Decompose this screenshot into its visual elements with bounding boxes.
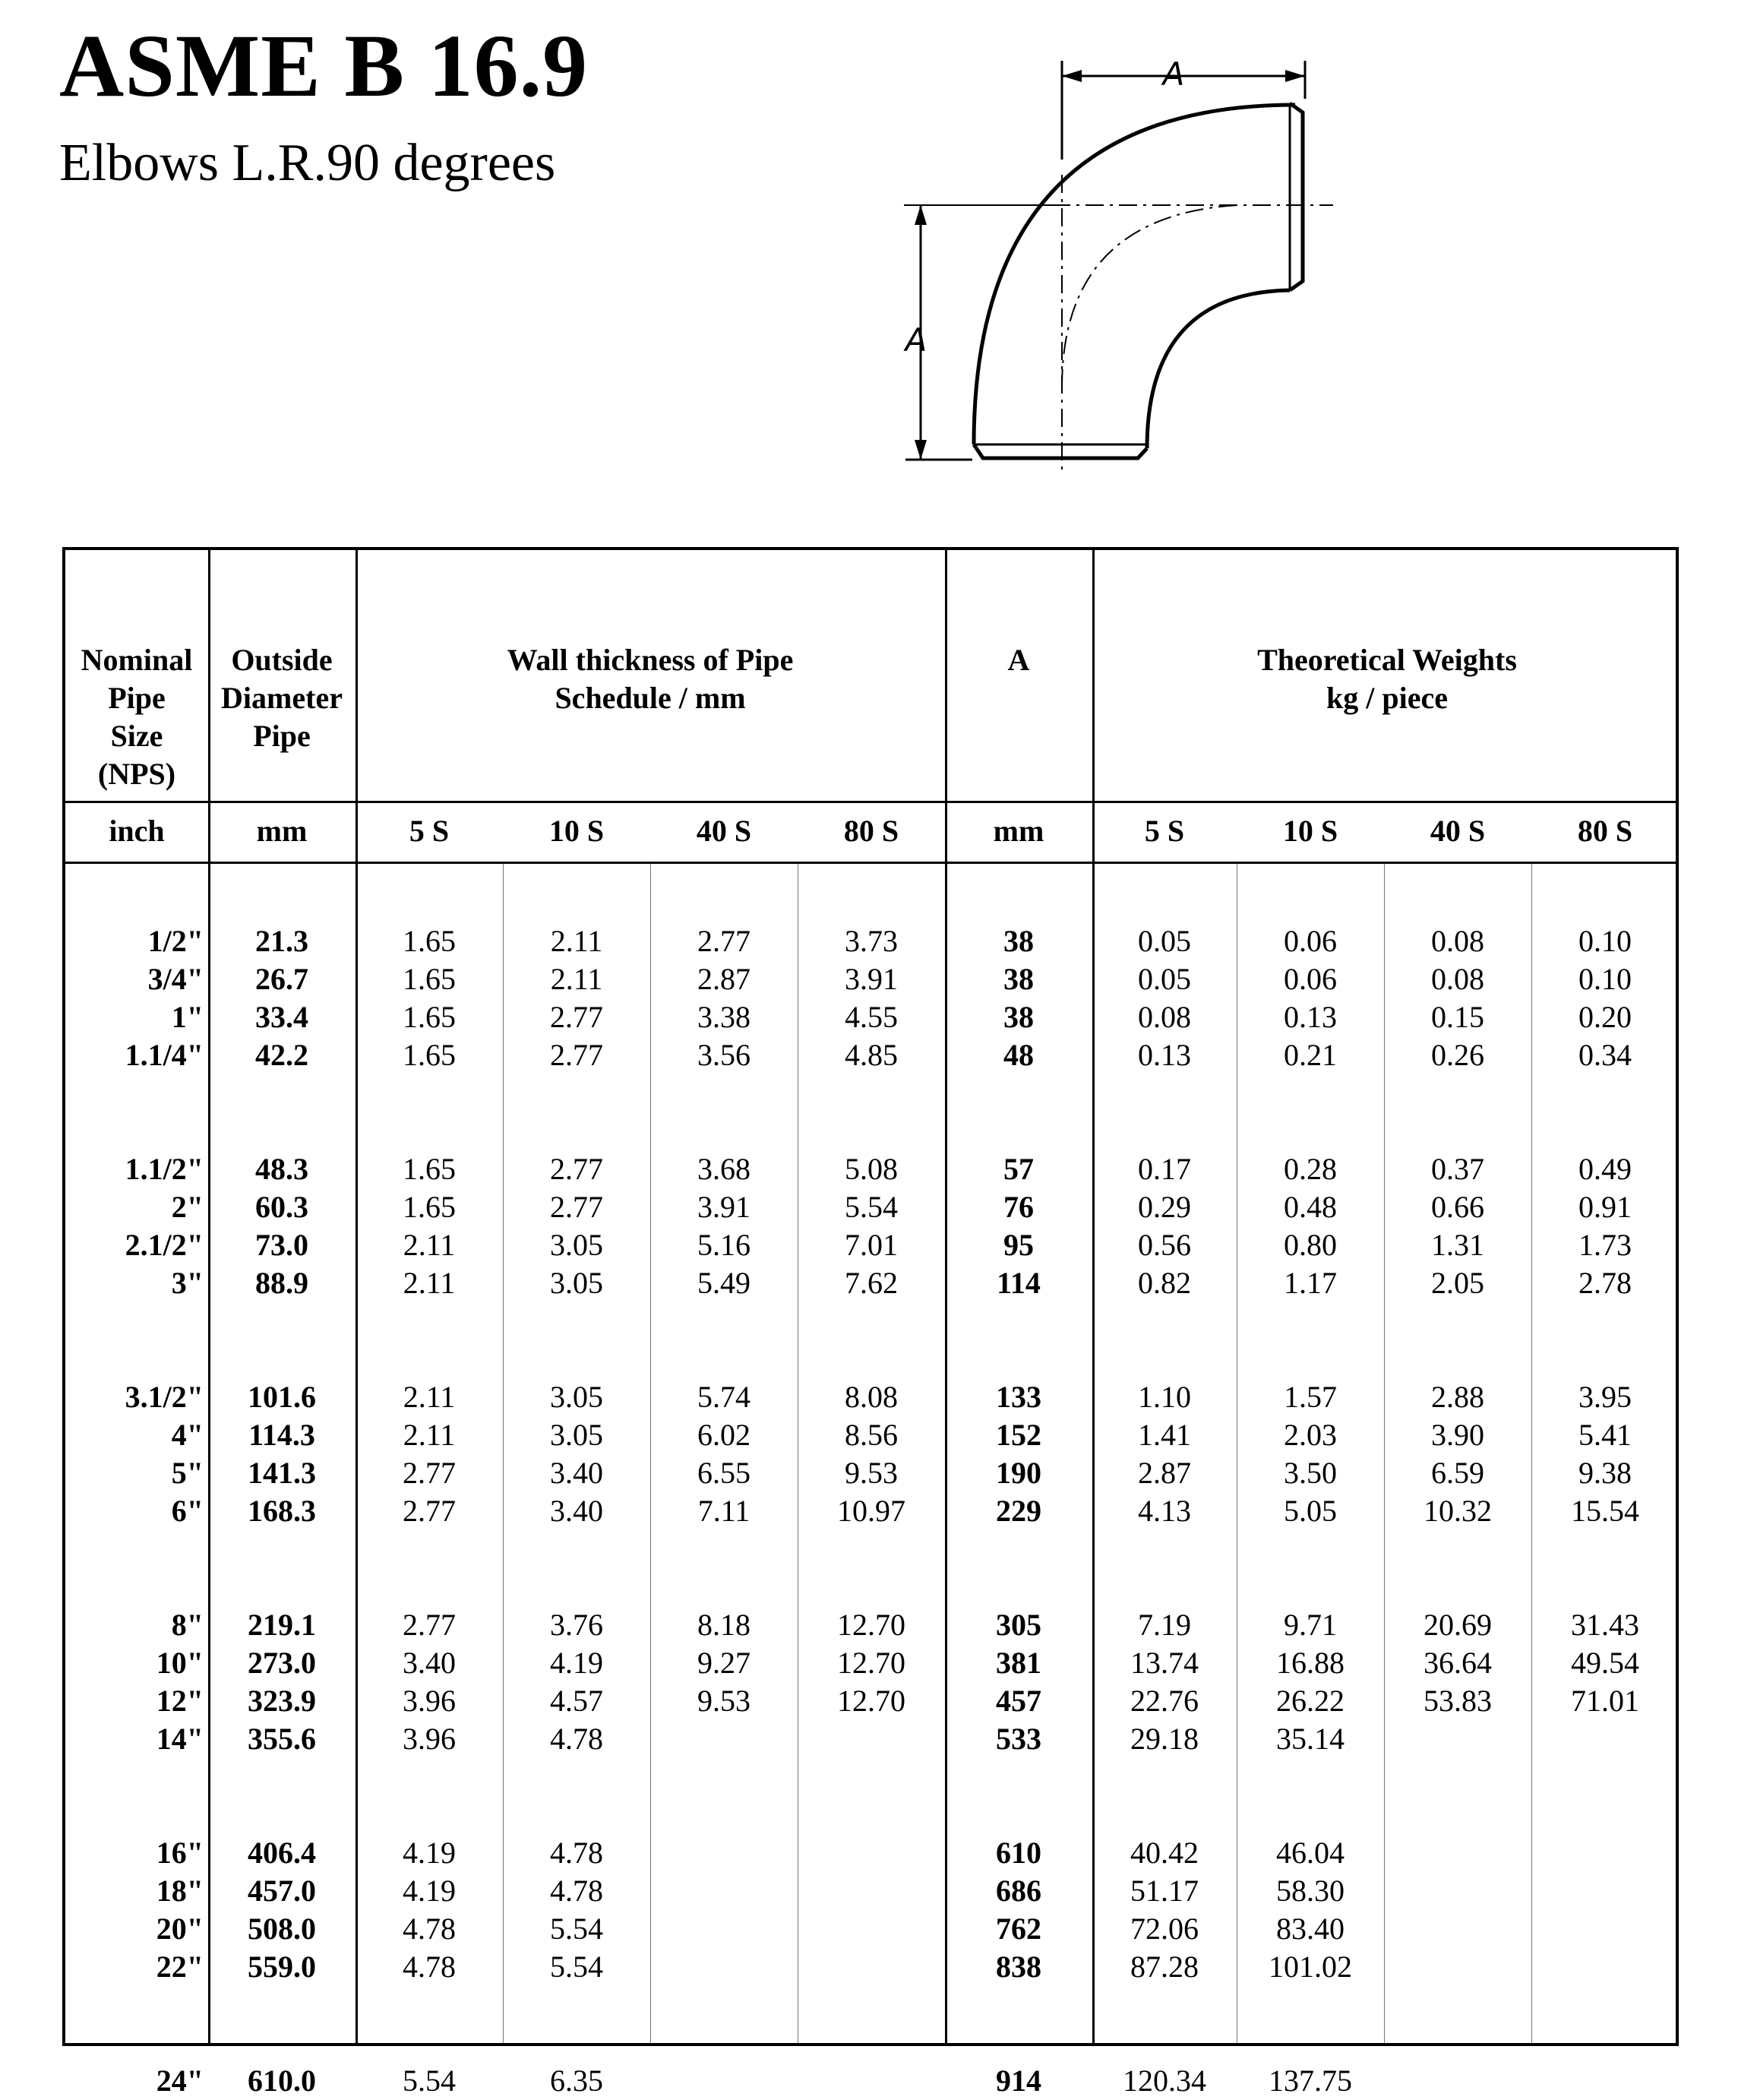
cell-wall-5s: 4.78 <box>403 1912 456 1946</box>
cell-outside-diameter: 101.6 <box>248 1380 316 1414</box>
cell-nps: 6" <box>171 1494 204 1528</box>
cell-weight-40s: 0.26 <box>1431 1038 1484 1072</box>
cell-weight-40s: 1.31 <box>1431 1228 1484 1262</box>
cell-outside-diameter: 73.0 <box>255 1228 308 1262</box>
cell-weight-5s: 22.76 <box>1130 1684 1199 1718</box>
cell-weight-10s: 3.50 <box>1284 1456 1337 1490</box>
dimensions-table <box>62 547 1679 2098</box>
cell-wall-10s: 4.19 <box>550 1646 603 1680</box>
cell-weight-10s: 83.40 <box>1276 1912 1345 1946</box>
cell-wall-80s: 3.91 <box>845 962 898 996</box>
cell-wall-40s: 6.55 <box>697 1456 750 1490</box>
cell-outside-diameter: 219.1 <box>248 1608 316 1642</box>
cell-nps: 1.1/2" <box>125 1152 204 1186</box>
cell-wall-80s: 3.73 <box>845 924 898 958</box>
cell-nps: 2" <box>171 1190 204 1224</box>
elbow-end-right <box>1290 103 1303 290</box>
cell-weight-40s: 0.37 <box>1431 1152 1484 1186</box>
cell-weight-10s: 1.17 <box>1284 1266 1337 1300</box>
cell-weight-5s: 0.05 <box>1138 924 1191 958</box>
cell-a-mm: 686 <box>996 1874 1041 1908</box>
cell-wall-5s: 4.19 <box>403 1836 456 1870</box>
cell-weight-40s: 0.15 <box>1431 1000 1484 1034</box>
cell-weight-10s: 46.04 <box>1276 1836 1345 1870</box>
cell-weight-5s: 1.41 <box>1138 1418 1191 1452</box>
cell-weight-5s: 120.34 <box>1123 2064 1206 2098</box>
cell-wall-5s: 2.77 <box>403 1456 456 1490</box>
cell-nps: 3" <box>171 1266 204 1300</box>
cell-wall-80s: 12.70 <box>837 1646 905 1680</box>
cell-weight-80s <box>1531 1834 1679 1872</box>
dim-arrow-left <box>1062 70 1082 82</box>
cell-weight-80s <box>1531 1720 1679 1758</box>
cell-weight-10s: 137.75 <box>1269 2064 1352 2098</box>
cell-weight-5s: 13.74 <box>1130 1646 1199 1680</box>
cell-weight-40s: 6.59 <box>1431 1456 1484 1490</box>
cell-wall-10s: 2.77 <box>550 1000 603 1034</box>
cell-weight-80s <box>1531 1910 1679 1948</box>
cell-wall-80s <box>798 1910 945 1948</box>
dimension-label-vertical: A <box>905 321 927 359</box>
cell-weight-10s: 0.48 <box>1284 1190 1337 1224</box>
cell-weight-80s: 31.43 <box>1571 1608 1639 1642</box>
cell-wall-40s: 9.53 <box>697 1684 750 1718</box>
cell-weight-10s: 2.03 <box>1284 1418 1337 1452</box>
cell-wall-5s: 4.78 <box>403 1950 456 1984</box>
cell-wall-10s: 4.57 <box>550 1684 603 1718</box>
cell-weight-5s: 0.82 <box>1138 1266 1191 1300</box>
cell-wall-80s: 7.01 <box>845 1228 898 1262</box>
cell-weight-40s: 10.32 <box>1424 1494 1492 1528</box>
cell-weight-80s <box>1531 1872 1679 1910</box>
cell-wall-5s: 2.77 <box>403 1608 456 1642</box>
unit-wall-80s: 80 S <box>843 814 899 848</box>
table-row <box>65 1834 1676 1872</box>
cell-a-mm: 76 <box>1003 1190 1034 1224</box>
cell-wall-80s <box>798 1948 945 1986</box>
cell-wall-80s: 8.08 <box>845 1380 898 1414</box>
cell-weight-10s: 58.30 <box>1276 1874 1345 1908</box>
table-row <box>65 1454 1676 1492</box>
elbow-outer-arc <box>974 105 1295 444</box>
cell-weight-5s: 0.13 <box>1138 1038 1191 1072</box>
cell-weight-5s: 72.06 <box>1130 1912 1199 1946</box>
cell-outside-diameter: 42.2 <box>255 1038 308 1072</box>
cell-wall-5s: 5.54 <box>403 2064 456 2098</box>
header-a: A <box>1007 643 1030 677</box>
table-row <box>65 1188 1676 1226</box>
cell-weight-5s: 29.18 <box>1130 1722 1199 1756</box>
cell-wall-10s: 3.05 <box>550 1266 603 1300</box>
cell-weight-80s: 0.10 <box>1578 924 1632 958</box>
cell-wall-10s: 2.11 <box>550 962 603 996</box>
cell-a-mm: 914 <box>996 2064 1041 2098</box>
table-row <box>65 1416 1676 1454</box>
cell-a-mm: 48 <box>1003 1038 1034 1072</box>
dim-arrow-top <box>915 205 927 225</box>
cell-weight-10s: 1.57 <box>1284 1380 1337 1414</box>
elbow-diagram <box>896 53 1352 486</box>
cell-wall-40s: 5.16 <box>697 1228 750 1262</box>
cell-nps: 1" <box>171 1000 204 1034</box>
cell-weight-5s: 2.87 <box>1138 1456 1191 1490</box>
cell-wall-40s <box>650 2062 798 2100</box>
unit-weight-80s: 80 S <box>1577 814 1633 848</box>
cell-wall-10s: 2.77 <box>550 1152 603 1186</box>
cell-wall-5s: 3.96 <box>403 1722 456 1756</box>
cell-weight-10s: 0.06 <box>1284 924 1337 958</box>
cell-weight-5s: 0.17 <box>1138 1152 1191 1186</box>
cell-weight-10s: 0.21 <box>1284 1038 1337 1072</box>
cell-wall-80s: 4.85 <box>845 1038 898 1072</box>
cell-weight-80s: 0.20 <box>1578 1000 1632 1034</box>
header-wall-thickness: Wall thickness of Pipe Schedule / mm <box>507 643 794 715</box>
cell-outside-diameter: 168.3 <box>248 1494 316 1528</box>
cell-wall-80s: 7.62 <box>845 1266 898 1300</box>
cell-wall-40s: 3.91 <box>697 1190 750 1224</box>
cell-a-mm: 114 <box>997 1266 1041 1300</box>
unit-weight-10s: 10 S <box>1282 814 1338 848</box>
table-row <box>65 2062 1676 2100</box>
cell-wall-10s: 3.40 <box>550 1494 603 1528</box>
cell-wall-10s: 5.54 <box>550 1912 603 1946</box>
cell-nps: 3.1/2" <box>125 1380 204 1414</box>
cell-a-mm: 95 <box>1003 1228 1034 1262</box>
cell-weight-80s: 49.54 <box>1571 1646 1639 1680</box>
cell-a-mm: 610 <box>996 1836 1041 1870</box>
table-row <box>65 1036 1676 1074</box>
table-row <box>65 960 1676 998</box>
table-row <box>65 1948 1676 1986</box>
page-title: ASME B 16.9 <box>59 16 589 115</box>
cell-wall-5s: 2.11 <box>403 1380 456 1414</box>
table-row <box>65 1264 1676 1302</box>
cell-nps: 12" <box>156 1684 204 1718</box>
cell-weight-80s <box>1531 1948 1679 1986</box>
page-subtitle: Elbows L.R.90 degrees <box>59 134 556 192</box>
cell-wall-5s: 1.65 <box>403 1190 456 1224</box>
cell-weight-5s: 40.42 <box>1130 1836 1199 1870</box>
cell-nps: 3/4" <box>147 962 204 996</box>
cell-weight-10s: 35.14 <box>1276 1722 1345 1756</box>
cell-weight-5s: 0.29 <box>1138 1190 1191 1224</box>
cell-wall-10s: 3.05 <box>550 1228 603 1262</box>
cell-weight-10s: 16.88 <box>1276 1646 1345 1680</box>
cell-weight-40s: 36.64 <box>1424 1646 1492 1680</box>
cell-nps: 4" <box>171 1418 204 1452</box>
cell-weight-80s <box>1531 2062 1679 2100</box>
cell-wall-5s: 1.65 <box>403 924 456 958</box>
cell-wall-10s: 6.35 <box>550 2064 603 2098</box>
cell-wall-5s: 2.11 <box>403 1266 456 1300</box>
cell-wall-80s: 12.70 <box>837 1684 905 1718</box>
cell-wall-40s <box>650 1834 798 1872</box>
cell-a-mm: 305 <box>996 1608 1041 1642</box>
table-row <box>65 1606 1676 1644</box>
unit-wall-5s: 5 S <box>409 814 450 848</box>
cell-outside-diameter: 60.3 <box>255 1190 308 1224</box>
cell-wall-40s: 5.49 <box>697 1266 750 1300</box>
table-row <box>65 1492 1676 1530</box>
cell-weight-40s: 53.83 <box>1424 1684 1492 1718</box>
cell-weight-80s: 3.95 <box>1578 1380 1632 1414</box>
cell-wall-10s: 4.78 <box>550 1874 603 1908</box>
cell-wall-10s: 4.78 <box>550 1722 603 1756</box>
cell-weight-40s: 2.05 <box>1431 1266 1484 1300</box>
cell-weight-5s: 1.10 <box>1138 1380 1191 1414</box>
table-row <box>65 1226 1676 1264</box>
cell-outside-diameter: 114.3 <box>248 1418 315 1452</box>
cell-wall-5s: 4.19 <box>403 1874 456 1908</box>
cell-weight-10s: 9.71 <box>1284 1608 1337 1642</box>
cell-a-mm: 152 <box>996 1418 1041 1452</box>
cell-wall-40s: 7.11 <box>697 1494 750 1528</box>
cell-wall-40s: 5.74 <box>697 1380 750 1414</box>
header-theoretical-weights: Theoretical Weights kg / piece <box>1257 643 1517 715</box>
cell-weight-5s: 0.56 <box>1138 1228 1191 1262</box>
cell-nps: 5" <box>171 1456 204 1490</box>
cell-wall-10s: 2.77 <box>550 1038 603 1072</box>
cell-wall-10s: 5.54 <box>550 1950 603 1984</box>
cell-weight-40s <box>1384 1872 1531 1910</box>
cell-nps: 10" <box>156 1646 204 1680</box>
cell-weight-10s: 101.02 <box>1269 1950 1352 1984</box>
cell-outside-diameter: 559.0 <box>248 1950 316 1984</box>
cell-a-mm: 381 <box>996 1646 1041 1680</box>
cell-wall-10s: 3.05 <box>550 1380 603 1414</box>
cell-a-mm: 38 <box>1003 924 1034 958</box>
cell-weight-40s <box>1384 1948 1531 1986</box>
cell-wall-40s <box>650 1720 798 1758</box>
cell-wall-80s <box>798 1834 945 1872</box>
cell-outside-diameter: 21.3 <box>255 924 308 958</box>
cell-wall-80s: 12.70 <box>837 1608 905 1642</box>
cell-weight-40s: 2.88 <box>1431 1380 1484 1414</box>
cell-wall-40s: 9.27 <box>697 1646 750 1680</box>
table-row <box>65 998 1676 1036</box>
cell-nps: 20" <box>156 1912 204 1946</box>
cell-weight-40s <box>1384 2062 1531 2100</box>
cell-weight-80s: 5.41 <box>1578 1418 1632 1452</box>
cell-wall-10s: 3.40 <box>550 1456 603 1490</box>
cell-weight-10s: 26.22 <box>1276 1684 1345 1718</box>
cell-outside-diameter: 508.0 <box>248 1912 316 1946</box>
cell-weight-5s: 87.28 <box>1130 1950 1199 1984</box>
cell-wall-80s: 9.53 <box>845 1456 898 1490</box>
cell-wall-10s: 3.76 <box>550 1608 603 1642</box>
centerline-arc <box>1062 205 1237 387</box>
cell-a-mm: 229 <box>996 1494 1041 1528</box>
table-row <box>65 1378 1676 1416</box>
unit-inch: inch <box>109 814 165 848</box>
cell-nps: 18" <box>156 1874 204 1908</box>
cell-a-mm: 838 <box>996 1950 1041 1984</box>
cell-wall-5s: 3.40 <box>403 1646 456 1680</box>
cell-wall-80s <box>798 2062 945 2100</box>
cell-wall-80s <box>798 1720 945 1758</box>
cell-outside-diameter: 26.7 <box>255 962 308 996</box>
cell-outside-diameter: 273.0 <box>248 1646 316 1680</box>
cell-weight-40s: 0.08 <box>1431 962 1484 996</box>
cell-wall-80s: 5.54 <box>845 1190 898 1224</box>
cell-wall-40s <box>650 1948 798 1986</box>
cell-wall-40s <box>650 1910 798 1948</box>
cell-nps: 22" <box>156 1950 204 1984</box>
dim-arrow-right <box>1285 70 1305 82</box>
cell-wall-5s: 1.65 <box>403 962 456 996</box>
cell-weight-5s: 0.08 <box>1138 1000 1191 1034</box>
cell-wall-40s: 3.56 <box>697 1038 750 1072</box>
cell-outside-diameter: 323.9 <box>248 1684 316 1718</box>
dimension-label-horizontal: A <box>1162 55 1185 93</box>
cell-wall-40s: 2.77 <box>697 924 750 958</box>
cell-weight-40s <box>1384 1720 1531 1758</box>
table-row <box>65 1720 1676 1758</box>
cell-a-mm: 533 <box>996 1722 1041 1756</box>
cell-weight-40s: 3.90 <box>1431 1418 1484 1452</box>
cell-a-mm: 457 <box>996 1684 1041 1718</box>
cell-wall-10s: 4.78 <box>550 1836 603 1870</box>
cell-nps: 14" <box>156 1722 204 1756</box>
cell-wall-40s <box>650 1872 798 1910</box>
cell-weight-40s: 0.66 <box>1431 1190 1484 1224</box>
cell-wall-40s: 3.38 <box>697 1000 750 1034</box>
cell-weight-80s: 0.49 <box>1578 1152 1632 1186</box>
cell-wall-10s: 2.77 <box>550 1190 603 1224</box>
cell-weight-80s: 71.01 <box>1571 1684 1639 1718</box>
unit-wall-40s: 40 S <box>696 814 752 848</box>
cell-weight-80s: 0.91 <box>1578 1190 1632 1224</box>
table-row <box>65 1682 1676 1720</box>
cell-a-mm: 133 <box>996 1380 1041 1414</box>
cell-wall-5s: 2.11 <box>403 1418 456 1452</box>
cell-weight-80s: 9.38 <box>1578 1456 1632 1490</box>
cell-weight-5s: 7.19 <box>1138 1608 1191 1642</box>
cell-nps: 16" <box>156 1836 204 1870</box>
cell-weight-40s: 0.08 <box>1431 924 1484 958</box>
dim-arrow-bottom <box>915 440 927 460</box>
unit-divider <box>65 862 1676 864</box>
cell-wall-5s: 2.11 <box>403 1228 456 1262</box>
cell-outside-diameter: 457.0 <box>248 1874 316 1908</box>
cell-outside-diameter: 33.4 <box>255 1000 308 1034</box>
cell-outside-diameter: 610.0 <box>248 2064 316 2098</box>
unit-weight-40s: 40 S <box>1430 814 1486 848</box>
cell-wall-5s: 1.65 <box>403 1152 456 1186</box>
cell-outside-diameter: 355.6 <box>248 1722 316 1756</box>
elbow-inner-arc <box>1147 290 1290 448</box>
cell-nps: 1/2" <box>147 924 204 958</box>
unit-od-mm: mm <box>256 814 308 848</box>
cell-weight-10s: 0.28 <box>1284 1152 1337 1186</box>
cell-weight-80s: 15.54 <box>1571 1494 1639 1528</box>
cell-weight-10s: 0.13 <box>1284 1000 1337 1034</box>
cell-wall-80s <box>798 1872 945 1910</box>
unit-a-mm: mm <box>993 814 1044 848</box>
cell-weight-80s: 0.10 <box>1578 962 1632 996</box>
cell-outside-diameter: 406.4 <box>248 1836 316 1870</box>
header-outside-diameter: Outside Diameter Pipe <box>221 643 343 753</box>
cell-wall-10s: 2.11 <box>550 924 603 958</box>
cell-weight-10s: 0.06 <box>1284 962 1337 996</box>
elbow-end-bottom <box>974 444 1147 458</box>
cell-wall-80s: 10.97 <box>837 1494 905 1528</box>
cell-a-mm: 38 <box>1003 1000 1034 1034</box>
unit-wall-10s: 10 S <box>548 814 605 848</box>
cell-weight-40s: 20.69 <box>1424 1608 1492 1642</box>
cell-weight-10s: 5.05 <box>1284 1494 1337 1528</box>
cell-weight-5s: 51.17 <box>1130 1874 1199 1908</box>
cell-weight-10s: 0.80 <box>1284 1228 1337 1262</box>
header-nps: Nominal Pipe Size (NPS) <box>81 643 193 791</box>
cell-outside-diameter: 48.3 <box>255 1152 308 1186</box>
cell-wall-5s: 3.96 <box>403 1684 456 1718</box>
cell-wall-80s: 8.56 <box>845 1418 898 1452</box>
table-row <box>65 1910 1676 1948</box>
table-row <box>65 1644 1676 1682</box>
cell-wall-5s: 1.65 <box>403 1038 456 1072</box>
cell-nps: 2.1/2" <box>125 1228 204 1262</box>
cell-wall-80s: 4.55 <box>845 1000 898 1034</box>
cell-wall-10s: 3.05 <box>550 1418 603 1452</box>
cell-nps: 8" <box>171 1608 204 1642</box>
cell-wall-80s: 5.08 <box>845 1152 898 1186</box>
cell-a-mm: 57 <box>1003 1152 1034 1186</box>
table-row <box>65 1872 1676 1910</box>
cell-wall-40s: 2.87 <box>697 962 750 996</box>
cell-weight-5s: 4.13 <box>1138 1494 1191 1528</box>
cell-a-mm: 38 <box>1003 962 1034 996</box>
cell-weight-40s <box>1384 1910 1531 1948</box>
cell-nps: 24" <box>156 2064 204 2098</box>
table-row <box>65 922 1676 960</box>
cell-wall-5s: 1.65 <box>403 1000 456 1034</box>
cell-outside-diameter: 88.9 <box>255 1266 308 1300</box>
cell-wall-40s: 6.02 <box>697 1418 750 1452</box>
cell-a-mm: 762 <box>996 1912 1041 1946</box>
header-divider <box>65 801 1676 803</box>
cell-weight-80s: 0.34 <box>1578 1038 1632 1072</box>
cell-wall-40s: 3.68 <box>697 1152 750 1186</box>
cell-weight-40s <box>1384 1834 1531 1872</box>
cell-weight-80s: 1.73 <box>1578 1228 1632 1262</box>
cell-nps: 1.1/4" <box>125 1038 204 1072</box>
cell-wall-5s: 2.77 <box>403 1494 456 1528</box>
cell-weight-5s: 0.05 <box>1138 962 1191 996</box>
cell-outside-diameter: 141.3 <box>248 1456 316 1490</box>
unit-weight-5s: 5 S <box>1144 814 1185 848</box>
cell-wall-40s: 8.18 <box>697 1608 750 1642</box>
cell-a-mm: 190 <box>996 1456 1041 1490</box>
cell-weight-80s: 2.78 <box>1578 1266 1632 1300</box>
table-row <box>65 1150 1676 1188</box>
